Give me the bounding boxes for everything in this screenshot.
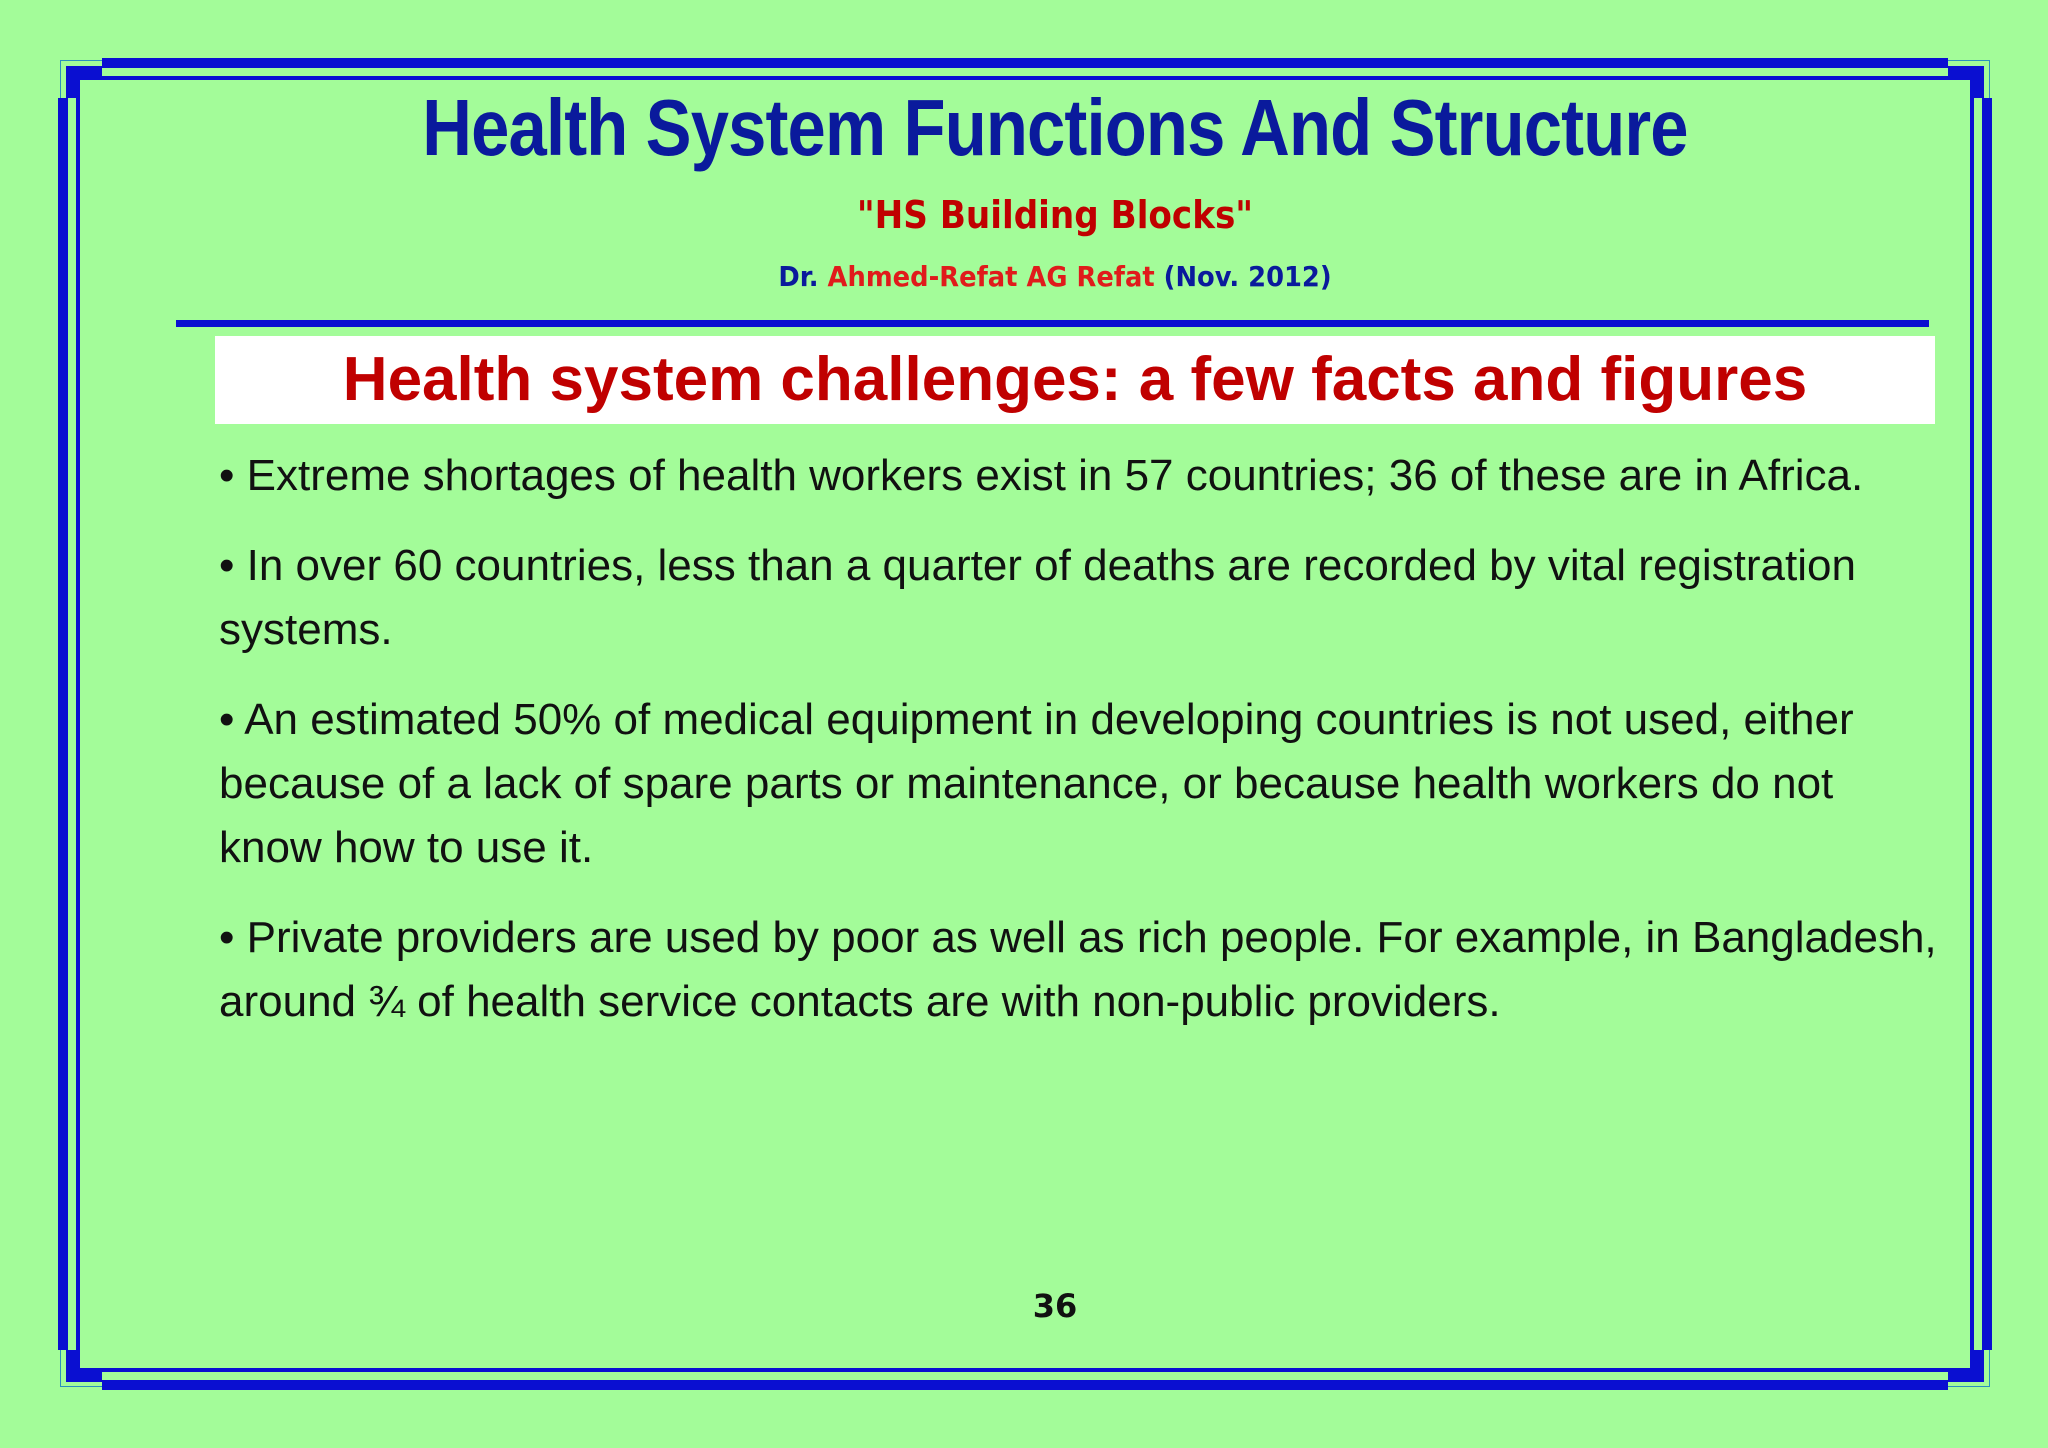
frame-notch-top-left [80,80,102,98]
page-number: 36 [1032,1287,1078,1325]
byline-date: (Nov. 2012) [1163,260,1332,293]
slide-heading-box [215,336,1935,424]
frame-top-bar [102,58,1948,68]
frame-notch-bottom-right [1948,1350,1970,1368]
header-divider [176,320,1929,327]
frame-bottom-line [102,1368,1948,1372]
frame-bottom-bar [102,1380,1948,1390]
bullet-list [219,444,1939,1060]
frame-left-line [76,98,80,1350]
page-subtitle: "HS Building Blocks" [856,193,1254,237]
slide-heading: Health system challenges: a few facts and figures [342,345,1808,414]
frame-notch-bottom-left [80,1350,102,1368]
bullet-item: • In over 60 countries, less than a quarter of deaths are recorded by vital registration systems. [219,541,1856,654]
byline-prefix: Dr. [778,260,819,293]
author-byline [84,260,2025,293]
frame-left-bar [58,98,68,1350]
bullet-item: • Private providers are used by poor as well as rich people. For example, in Bangladesh, around ¾ of health service contacts are with non-public providers. [219,913,1937,1026]
bullet-item: • Extreme shortages of health workers exist in 57 countries; 36 of these are in Africa. [219,451,1864,500]
frame-top-line [102,76,1948,80]
page-title: Health System Functions And Structure [422,83,1688,172]
bullet-item: • An estimated 50% of medical equipment in developing countries is not used, either because of a lack of spare parts or maintenance, or because health workers do not know how to use it. [219,695,1854,872]
byline-author: Ahmed-Refat AG Refat [827,260,1155,293]
